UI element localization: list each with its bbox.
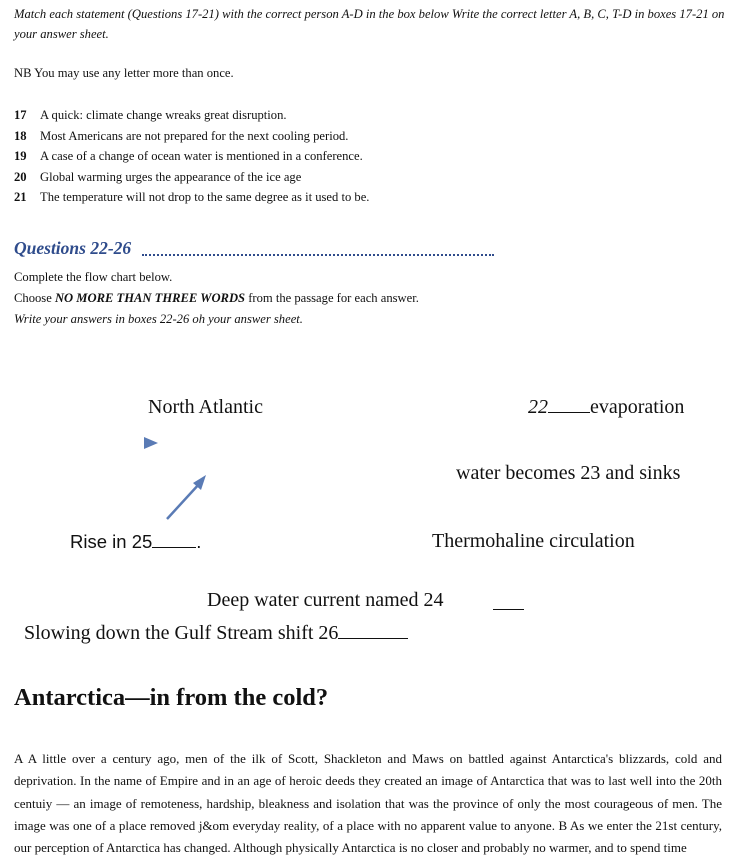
list-item [14,190,369,211]
flow-evaporation [528,396,684,419]
evaporation-text: evaporation [590,396,685,418]
instruction-suffix: from the passage for each answer. [245,291,419,305]
flow-instruction-2 [14,291,419,306]
heading-dotted-rule [142,254,494,256]
flow-thermohaline: Thermohaline circulation [432,530,635,552]
answer-blank-25 [152,545,196,548]
question-text: The temperature will not drop to the same degree as it used to be. [40,190,370,205]
answer-blank-26 [338,636,408,639]
list-item [14,129,369,150]
article-title: Antarctica—in from the cold? [14,684,329,711]
nb-note: NB You may use any letter more than once. [14,66,234,80]
gulf-stream-text: Slowing down the Gulf Stream shift 26 [24,622,339,644]
question-number: 20 [14,169,27,184]
flow-deep-water: Deep water current named 24 [207,589,444,611]
answer-blank-24 [493,609,524,610]
flow-north-atlantic: North Atlantic [148,396,263,418]
flow-rise [70,531,201,553]
section-heading: Questions 22-26 [14,238,132,258]
instruction-prefix: Choose [14,291,55,305]
list-item [14,149,369,170]
question-list-17-21 [14,108,369,211]
question-number: 18 [14,128,27,143]
flow-water-sinks: water becomes 23 and sinks [456,462,681,484]
question-number: 21 [14,190,27,205]
question-number: 19 [14,149,27,164]
article-body: A A little over a century ago, men of the ilk of Scott, Shackleton and Maws on battled against Antarctica's blizzards, cold and deprivation. In the name of Empire and in an age of heroic deeds they created an image of Antarctica that was to last well into the 20th centuiy — an image of remoteness, hardship, bleakness and isolation that was the province of only the most courageous of men. The image was one of a place removed j&om everyday reality, of a place with no apparent value to anyone. B As we enter the 21st century, our perception of Antarctica has changed. Although physically Antarctica is no closer and probably no warmer, and to spend time [14,751,722,856]
question-text: A case of a change of ocean water is mentioned in a conference. [40,149,363,164]
answer-blank-22 [548,410,590,413]
question-text: Most Americans are not prepared for the next cooling period. [40,128,349,143]
triangle-right-icon [142,435,160,451]
match-instructions: Match each statement (Questions 17-21) with the correct person A-D in the box below Write the correct letter A, B, C, T-D in boxes 17-21 on your answer sheet. [14,7,725,41]
rise-text: Rise in 25 [70,531,153,552]
question-text: Global warming urges the appearance of the ice age [40,169,302,184]
flow-gulf-stream [24,622,408,645]
word-limit: NO MORE THAN THREE WORDS [54,291,246,305]
question-text: A quick: climate change wreaks great disruption. [40,108,287,122]
list-item [14,108,369,129]
flow-instruction-3: Write your answers in boxes 22-26 oh your answer sheet. [14,312,303,326]
question-number: 17 [14,108,27,122]
gap-number-22: 22 [528,396,548,418]
arrow-up-right-icon [160,470,212,524]
flow-instruction-1: Complete the flow chart below. [14,270,173,284]
list-item [14,170,369,191]
rise-suffix: . [196,531,202,552]
